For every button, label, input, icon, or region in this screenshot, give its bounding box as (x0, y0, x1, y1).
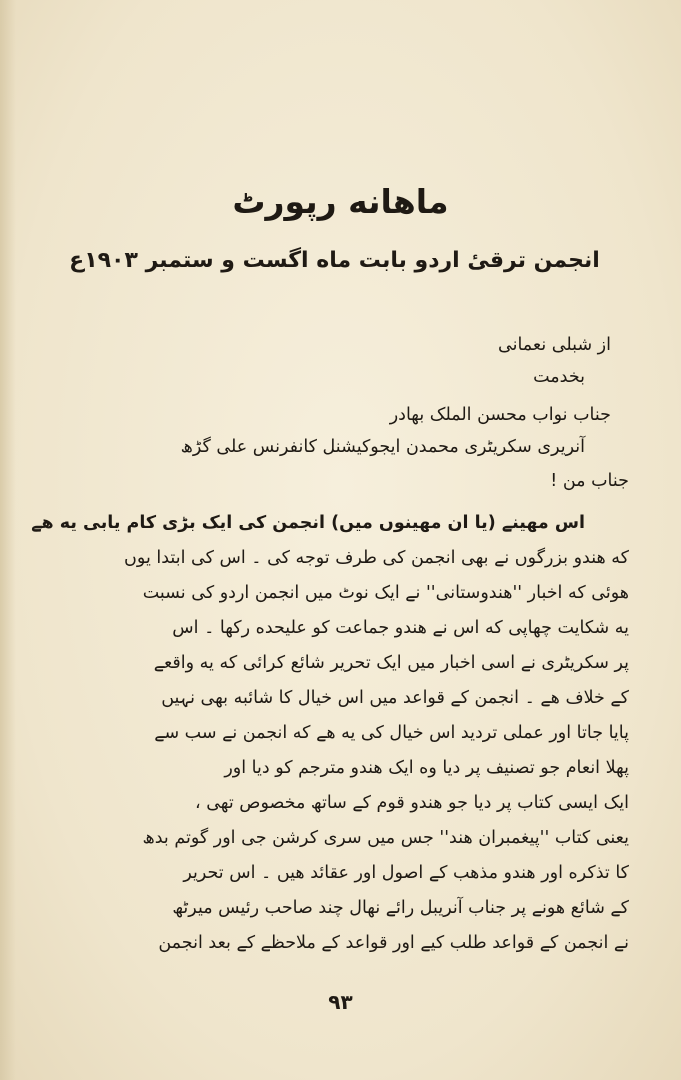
page-spine-shadow (0, 0, 16, 1080)
letter-from: از شبلی نعمانی (498, 335, 611, 355)
body-line: کا تذکره اور هندو مذهب کے اصول اور عقائد هیں ۔ اس تحریر (183, 863, 629, 883)
page-number: ۹۳ (328, 990, 353, 1014)
recipient-line-1: جناب نواب محسن الملک بهادر (389, 405, 611, 425)
body-line: یعنی کتاب ''پیغمبران هند'' جس میں سری کرشن جی اور گوتم بدھ (142, 828, 629, 848)
body-line: ایک ایسی کتاب پر دیا جو هندو قوم کے ساتھ مخصوص تهی ، (195, 793, 629, 813)
body-line: هوئی که اخبار ''هندوستانی'' نے ایک نوٹ میں انجمن اردو کی نسبت (142, 583, 629, 603)
body-line: کے شائع هونے پر جناب آنریبل رائے نهال چند صاحب رئیس میرٹھ (172, 898, 629, 918)
body-line: پهلا انعام جو تصنیف پر دیا وه ایک هندو مترجم کو دیا اور (224, 758, 629, 778)
body-line: کے خلاف هے ۔ انجمن کے قواعد میں اس خیال کا شائبه بهی نہیں (161, 688, 629, 708)
body-line: یه شکایت چهاپی که اس نے هندو جماعت کو علیحده رکها ۔ اس (172, 618, 629, 638)
salutation: جناب من ! (550, 471, 629, 491)
body-line: که هندو بزرگوں نے بهی انجمن کی طرف توجه کی ۔ اس کی ابتدا یوں (124, 548, 629, 568)
body-line: پایا جاتا اور عملی تردید اس خیال کی یه هے که انجمن نے سب سے (154, 723, 629, 743)
report-subtitle: انجمن ترقیٔ اردو بابت ماه اگست و ستمبر ۱۹۰۳ع (69, 248, 600, 273)
recipient-line-2: آنریری سکریٹری محمدن ایجوکیشنل کانفرنس علی گڑھ (180, 437, 585, 457)
report-title: ماهانه رپورٹ (232, 182, 449, 221)
letter-to-label: بخدمت (533, 367, 585, 387)
body-line: اس مهینے (یا ان مهینوں میں) انجمن کی ایک بڑی کام یابی یه ھے (31, 513, 585, 533)
body-line: پر سکریٹری نے اسی اخبار میں ایک تحریر شائع کرائی که یه واقعے (153, 653, 629, 673)
body-line: نے انجمن کے قواعد طلب کیے اور قواعد کے ملاحظے کے بعد انجمن (158, 933, 629, 953)
